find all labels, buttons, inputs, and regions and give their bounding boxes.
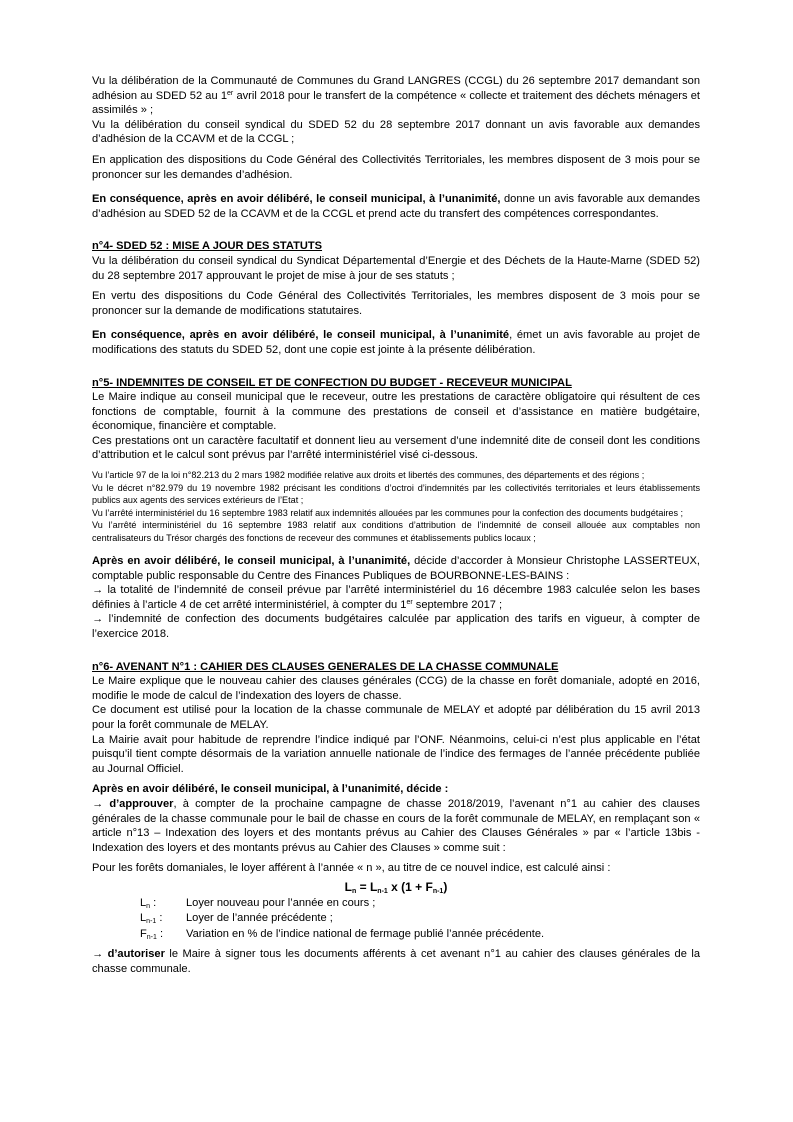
section-5-item-1: → la totalité de l’indemnité de conseil prévue par l’arrêté interministériel du 16 décembre 1983 calculée selon les bases définies à l’article 4 de cet arrêté interministériel, à compter du 1er septembre 2017 ; bbox=[92, 584, 700, 611]
document-page bbox=[92, 74, 700, 977]
section-5-paragraph-2: Ces prestations ont un caractère facultatif et donnent lieu au versement d’une indemnité dite de conseil dont les conditions d’attribution et le calcul sont prévus par l’arrêté interministériel visé ci-dessous. bbox=[92, 434, 700, 462]
intro-paragraph-2: Vu la délibération du conseil syndical du SDED 52 du 28 septembre 2017 donnant un avis favorable aux demandes d’adhésion de la CCAVM et de la CCGL ; bbox=[92, 118, 700, 146]
section-6-paragraph-3: La Mairie avait pour habitude de reprendre l’indice indiqué par l’ONF. Néanmoins, celui-ci n’est plus applicable en l’état puisqu’il tient compte désormais de la variation annuelle nationale de l’indice des fermages de l’année précédente publiée au Journal Officiel. bbox=[92, 733, 700, 775]
definition-row: $F_{n-1}$ : Variation en % de l’indice national de fermage publié l’année précédente. bbox=[140, 927, 545, 941]
intro-paragraph-3: En application des dispositions du Code Général des Collectivités Territoriales, les membres disposent de 3 mois pour se prononcer sur les demandes d’adhésion. bbox=[92, 153, 700, 181]
section-5-heading: n°5- INDEMNITES DE CONSEIL ET DE CONFECTION DU BUDGET - RECEVEUR MUNICIPAL bbox=[92, 376, 572, 389]
section-5-decision: Après en avoir délibéré, le conseil municipal, à l’unanimité, décide d’accorder à Monsieur Christophe LASSERTEUX, comptable public responsable du Centre des Finances Publiques de BOURBONNE-LES-BAINS : bbox=[92, 555, 700, 582]
section-4-heading: n°4- SDED 52 : MISE A JOUR DES STATUTS bbox=[92, 240, 323, 253]
formula: $L_n = L_{n-1}$ x $(1 + F_{n-1})$ bbox=[344, 879, 448, 895]
section-5-legal-ref-1: Vu l’article 97 de la loi n°82.213 du 2 mars 1982 modifiée relative aux droits et libertés des communes, des départements et des régions ; bbox=[92, 470, 645, 481]
formula-intro: Pour les forêts domaniales, le loyer afférent à l’année « n », au titre de ce nouvel indice, est calculé ainsi : bbox=[92, 862, 611, 875]
section-4-conclusion: En conséquence, après en avoir délibéré, le conseil municipal, à l’unanimité, émet un avis favorable au projet de modifications des statuts du SDED 52, dont une copie est jointe à la présente délibération. bbox=[92, 329, 700, 356]
section-5-legal-ref-3: Vu l’arrêté interministériel du 16 septembre 1983 relatif aux indemnités allouées par les communes pour la confection des documents budgétaires ; bbox=[92, 507, 684, 518]
section-4-paragraph-2: En vertu des dispositions du Code Général des Collectivités Territoriales, les membres disposent de 3 mois pour se prononcer sur la demande de modifications statutaires. bbox=[92, 290, 700, 317]
section-6-paragraph-2: Ce document est utilisé pour la location de la chasse communale de MELAY et adopté par délibération du 15 avril 2013 pour la forêt communale de MELAY. bbox=[92, 704, 700, 731]
section-6-approve: → d’approuver, à compter de la prochaine campagne de chasse 2018/2019, l’avenant n°1 au cahier des clauses générales de la chasse communale pour le bail de chasse en cours de la forêt communale de MELAY, en remplaçant son « article n°13 – Indexation des loyers et des montants prévus au Cahier des Clauses Générales » par « l’article 13bis - Indexation des loyers et des montants prévus au Cahier des Clauses » comme suit : bbox=[92, 797, 700, 854]
definition-row: $L_{n-1}$ : Loyer de l’année précédente ; bbox=[140, 912, 333, 926]
section-6-heading: n°6- AVENANT N°1 : CAHIER DES CLAUSES GENERALES DE LA CHASSE COMMUNALE bbox=[92, 660, 559, 673]
intro-conclusion: En conséquence, après en avoir délibéré, le conseil municipal, à l’unanimité, donne un avis favorable aux demandes d’adhésion au SDED 52 de la CCAVM et de la CCGL et prend acte du transfert des compétences correspondantes. bbox=[92, 193, 700, 220]
section-5-item-2: → l’indemnité de confection des documents budgétaires calculée par application des tarifs en vigueur, à compter de l’exercice 2018. bbox=[92, 613, 700, 641]
intro-paragraph-1: Vu la délibération de la Communauté de Communes du Grand LANGRES (CCGL) du 26 septembre 2017 demandant son adhésion au SDED 52 au 1er avril 2018 pour le transfert de la compétence « collecte et traitement des déchets ménagers et assimilés » ; bbox=[92, 75, 700, 117]
section-4-paragraph-1: Vu la délibération du conseil syndical du Syndicat Départemental d’Energie et des Déchets de la Haute-Marne (SDED 52) du 28 septembre 2017 approuvant le projet de mise à jour de ses statuts ; bbox=[92, 254, 700, 282]
section-5-legal-ref-2: Vu le décret n°82.979 du 19 novembre 1982 précisant les conditions d’octroi d’indemnités par les collectivités territoriales et leurs établissements publics aux agents des services extérieurs de l’Etat ; bbox=[92, 482, 700, 506]
arrow-icon: → bbox=[92, 613, 104, 626]
section-5-legal-ref-4: Vu l’arrêté interministériel du 16 septembre 1983 relatif aux conditions d’attribution de l’indemnité de conseil allouée aux comptables non centralisateurs du Trésor chargés des fonctions de receveur des communes et établissements publics locaux ; bbox=[92, 520, 700, 543]
section-6-paragraph-1: Le Maire explique que le nouveau cahier des clauses générales (CCG) de la chasse en forêt domaniale, adopté en 2016, modifie le mode de calcul de l’indexation des loyers de chasse. bbox=[92, 675, 700, 702]
section-5-paragraph-1: Le Maire indique au conseil municipal que le receveur, outre les prestations de caractère obligatoire qui résultent de ces fonctions de comptable, fournit à la commune des prestations de conseil et d’assistance en matière budgétaire, économique, financière et comptable. bbox=[92, 391, 700, 433]
arrow-icon: → bbox=[92, 797, 104, 810]
definition-row: $L_n$ : Loyer nouveau pour l’année en cours ; bbox=[140, 896, 376, 910]
arrow-icon: → bbox=[92, 584, 104, 597]
arrow-icon: → bbox=[92, 948, 104, 961]
section-6-decision: Après en avoir délibéré, le conseil municipal, à l’unanimité, décide : bbox=[92, 783, 449, 796]
section-6-authorize: → d’autoriser le Maire à signer tous les documents afférents à cet avenant n°1 au cahier des clauses générales de la chasse communale. bbox=[92, 948, 700, 975]
